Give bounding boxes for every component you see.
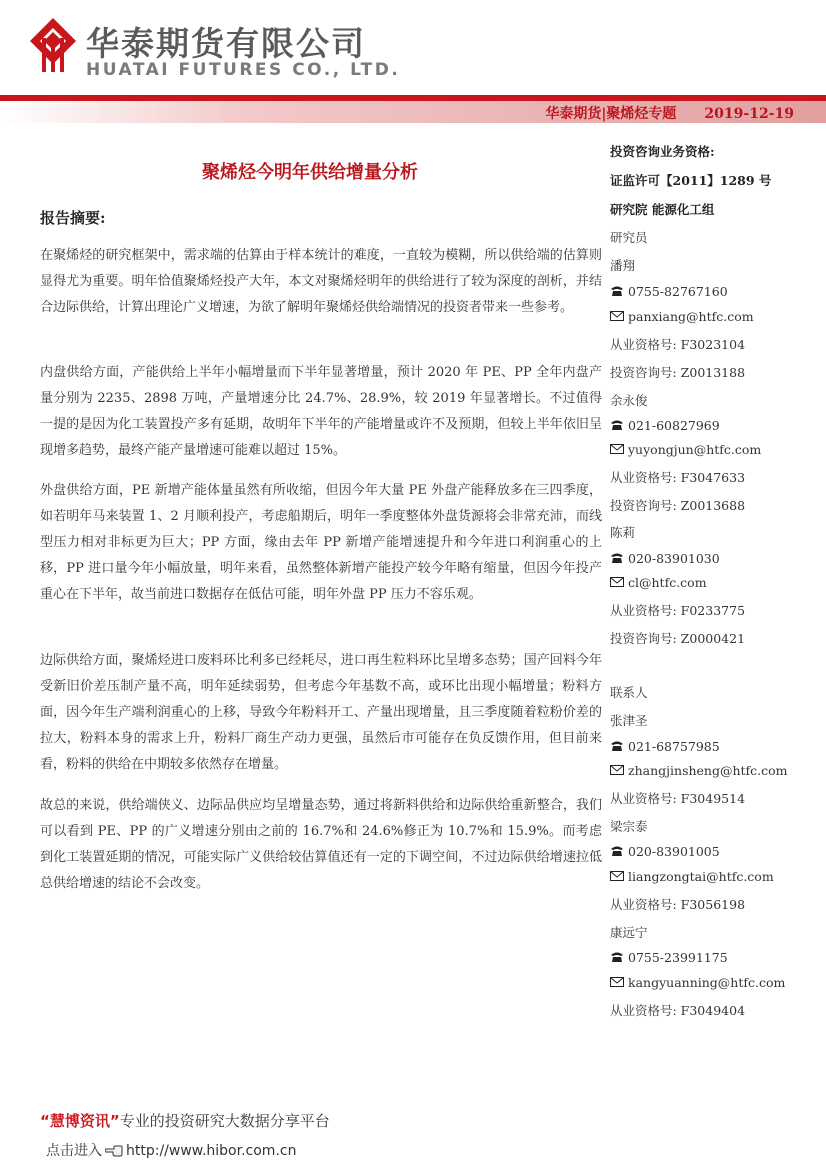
phone-number: 0755-23991175 bbox=[628, 950, 728, 965]
researcher-name: 潘翔 bbox=[610, 258, 636, 273]
phone-number: 020-83901030 bbox=[628, 551, 720, 566]
cert-number: 从业资格号: F3047633 bbox=[610, 470, 746, 485]
click-label: 点击进入 bbox=[46, 1143, 102, 1159]
researcher-phone bbox=[610, 284, 728, 299]
contact-email[interactable] bbox=[610, 763, 788, 778]
qualification-title: 投资咨询业务资格: bbox=[610, 144, 715, 159]
role-researcher: 研究员 bbox=[610, 230, 648, 245]
mail-icon bbox=[610, 310, 624, 322]
phone-icon bbox=[610, 845, 624, 857]
footer-slogan bbox=[40, 1110, 330, 1131]
phone-icon bbox=[610, 552, 624, 564]
advisory-number: 投资咨询号: Z0013688 bbox=[610, 498, 746, 513]
email-address[interactable]: cl@htfc.com bbox=[628, 575, 707, 590]
phone-icon bbox=[610, 951, 624, 963]
footer-brand: “慧博资讯” bbox=[40, 1112, 120, 1130]
researcher-email[interactable] bbox=[610, 309, 754, 324]
banner-text: 华泰期货|聚烯烃专题 2019-12-19 bbox=[545, 106, 794, 122]
abstract-heading: 报告摘要: bbox=[40, 209, 106, 227]
advisory-number: 投资咨询号: Z0013188 bbox=[610, 365, 746, 380]
footer-link-row[interactable] bbox=[46, 1140, 296, 1160]
contact-phone bbox=[610, 739, 720, 754]
cert-number: 从业资格号: F3049514 bbox=[610, 791, 746, 806]
phone-number: 021-60827969 bbox=[628, 418, 720, 433]
phone-icon bbox=[610, 419, 624, 431]
mail-icon bbox=[610, 870, 624, 882]
company-name-cn: 华泰期货有限公司 bbox=[86, 24, 366, 63]
researcher-phone bbox=[610, 418, 720, 433]
contact-phone bbox=[610, 950, 728, 965]
abstract-paragraph: 边际供给方面，聚烯烃进口废料环比利多已经耗尽，进口再生粒料环比呈增多态势；国产回料今年受新旧价差压制产量不高，明年延续弱势，但考虑今年基数不高，或环比出现小幅增量；粉料方面，因今年生产端利润重心的上移，导致今年粉料开工、产量出现增量，且三季度随着粒粉价差的拉大，粉料本身的需求上升，粉料厂商生产动力更强，虽然后市可能存在负反馈作用，但目前来看，粉料的供给在中期较多依然存在增量。 bbox=[40, 653, 602, 772]
advisory-number: 投资咨询号: Z0000421 bbox=[610, 631, 746, 646]
phone-icon bbox=[610, 285, 624, 297]
contact-phone bbox=[610, 844, 720, 859]
phone-number: 020-83901005 bbox=[628, 844, 720, 859]
qualification-license: 证监许可【2011】1289 号 bbox=[610, 173, 772, 188]
cert-number: 从业资格号: F3056198 bbox=[610, 897, 746, 912]
mail-icon bbox=[610, 976, 624, 988]
company-name-en: HUATAI FUTURES CO., LTD. bbox=[86, 60, 401, 80]
abstract-paragraph: 外盘供给方面，PE 新增产能体量虽然有所收缩，但因今年大量 PE 外盘产能释放多在三四季度，如若明年马来装置 1、2 月顺利投产，考虑船期后，明年一季度整体外盘货源将会非常充沛，而线型压力相对非标更为巨大；PP 方面，缘由去年 PP 新增产能增速提升和今年进口利润重心的上移，PP 进口量今年小幅放量，明年来看，虽然整体新增产能投产较今年略有缩量，但因今年投产重心在下半年，故当前进口数据存在低估可能，明年外盘 PP 压力不容乐观。 bbox=[40, 483, 602, 602]
contact-email[interactable] bbox=[610, 869, 774, 884]
researcher-phone bbox=[610, 551, 720, 566]
huatai-logo-icon bbox=[28, 16, 78, 74]
email-address[interactable]: liangzongtai@htfc.com bbox=[628, 869, 774, 884]
contact-email[interactable] bbox=[610, 975, 785, 990]
abstract-paragraph: 在聚烯烃的研究框架中，需求端的估算由于样本统计的难度，一直较为模糊，所以供给端的估算则显得尤为重要。明年恰值聚烯烃投产大年，本文对聚烯烃明年的供给进行了较为深度的剖析，并结合边际供给，计算出理论广义增速，为欲了解明年聚烯烃供给端情况的投资者带来一些参考。 bbox=[40, 248, 602, 315]
phone-number: 0755-82767160 bbox=[628, 284, 728, 299]
cert-number: 从业资格号: F0233775 bbox=[610, 603, 746, 618]
researcher-email[interactable] bbox=[610, 575, 707, 590]
report-title: 聚烯烃今明年供给增量分析 bbox=[202, 162, 418, 183]
role-contact: 联系人 bbox=[610, 685, 648, 700]
footer-url[interactable]: http://www.hibor.com.cn bbox=[126, 1143, 297, 1159]
pointing-hand-icon bbox=[105, 1142, 123, 1158]
mail-icon bbox=[610, 443, 624, 455]
department: 研究院 能源化工组 bbox=[610, 202, 715, 217]
cert-number: 从业资格号: F3049404 bbox=[610, 1003, 746, 1018]
abstract-paragraph: 内盘供给方面，产能供给上半年小幅增量而下半年显著增量，预计 2020 年 PE、PP 全年内盘产量分别为 2235、2898 万吨，产量增速分比 24.7%、28.9%，较 2019 年显著增长。不过值得一提的是因为化工装置投产多有延期，故明年下半年的产能增量或许不及预期，但较上半年依旧呈现增多趋势，最终产能产量增速可能难以超过 15%。 bbox=[40, 365, 602, 458]
researcher-name: 余永俊 bbox=[610, 393, 648, 408]
researcher-email[interactable] bbox=[610, 442, 761, 457]
contact-name: 康远宁 bbox=[610, 925, 648, 940]
email-address[interactable]: kangyuanning@htfc.com bbox=[628, 975, 786, 990]
contact-name: 梁宗泰 bbox=[610, 819, 648, 834]
email-address[interactable]: panxiang@htfc.com bbox=[628, 309, 754, 324]
company-logo bbox=[28, 16, 401, 80]
footer-slogan-text: 专业的投资研究大数据分享平台 bbox=[119, 1112, 330, 1130]
contact-name: 张津圣 bbox=[610, 713, 648, 728]
abstract-paragraph: 故总的来说，供给端侠义、边际品供应均呈增量态势，通过将新料供给和边际供给重新整合，我们可以看到 PE、PP 的广义增速分别由之前的 16.7%和 24.6%修正为 10.7%和 15.9%。而考虑到化工装置延期的情况，可能实际广义供给较估算值还有一定的下调空间，不过边际供给增速拉低总供给增速的结论不会改变。 bbox=[40, 798, 602, 891]
email-address[interactable]: zhangjinsheng@htfc.com bbox=[628, 763, 788, 778]
phone-number: 021-68757985 bbox=[628, 739, 720, 754]
mail-icon bbox=[610, 764, 624, 776]
email-address[interactable]: yuyongjun@htfc.com bbox=[628, 442, 762, 457]
mail-icon bbox=[610, 576, 624, 588]
researcher-name: 陈莉 bbox=[610, 525, 636, 540]
phone-icon bbox=[610, 740, 624, 752]
cert-number: 从业资格号: F3023104 bbox=[610, 337, 746, 352]
